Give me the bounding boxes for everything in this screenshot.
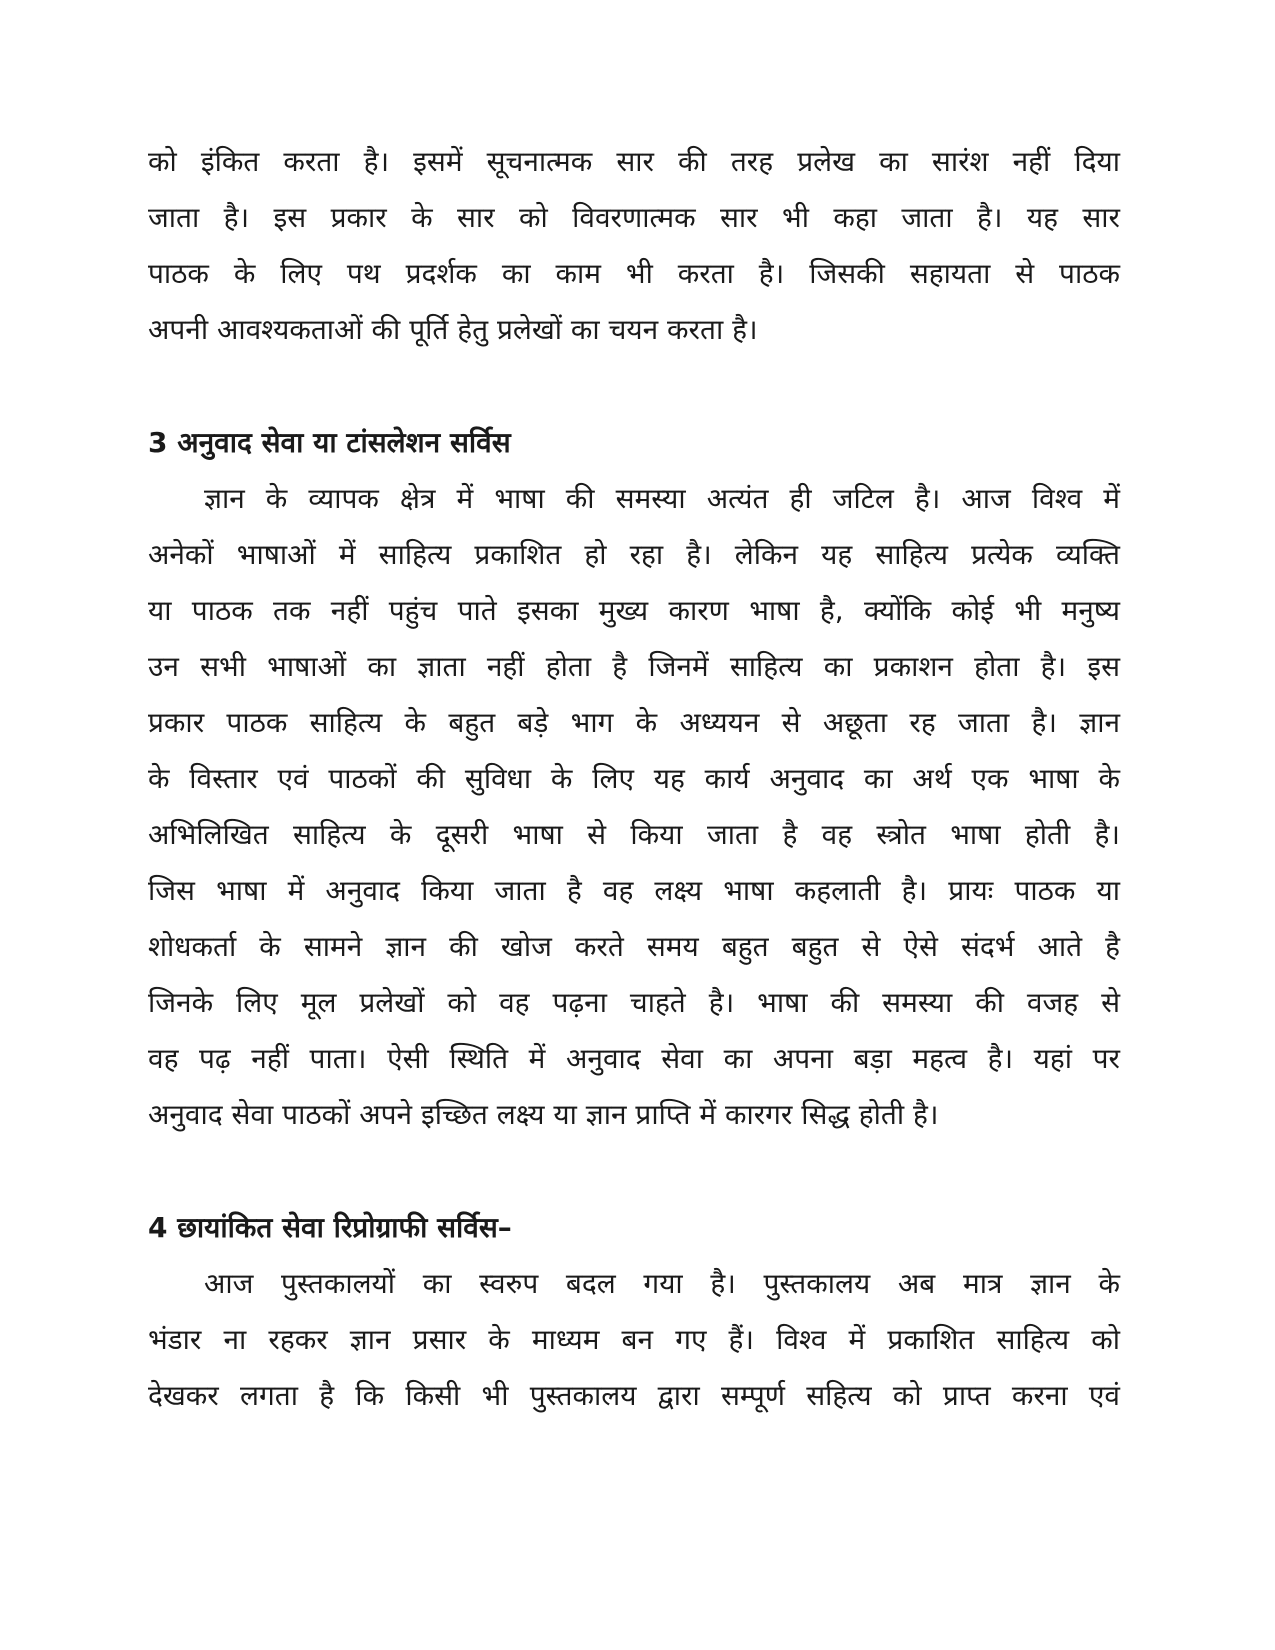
paragraph-line: जिस भाषा में अनुवाद किया जाता है वह लक्ष्य भाषा कहलाती है। प्रायः पाठक या — [148, 874, 1120, 907]
paragraph-line: जाता है। इस प्रकार के सार को विवरणात्मक सार भी कहा जाता है। यह सार — [148, 201, 1120, 234]
section-3-heading: 3 अनुवाद सेवा या टांसलेशन सर्विस — [148, 426, 511, 459]
paragraph-line: आज पुस्तकालयों का स्वरुप बदल गया है। पुस्तकालय अब मात्र ज्ञान के — [204, 1267, 1120, 1300]
paragraph-line: अनेकों भाषाओं में साहित्य प्रकाशित हो रहा है। लेकिन यह साहित्य प्रत्येक व्यक्ति — [148, 538, 1120, 571]
paragraph-line: भंडार ना रहकर ज्ञान प्रसार के माध्यम बन गए हैं। विश्व में प्रकाशित साहित्य को — [148, 1323, 1120, 1356]
paragraph-line: शोधकर्ता के सामने ज्ञान की खोज करते समय बहुत बहुत से ऐसे संदर्भ आते है — [148, 930, 1120, 963]
paragraph-line: जिनके लिए मूल प्रलेखों को वह पढ़ना चाहते है। भाषा की समस्या की वजह से — [148, 986, 1120, 1019]
paragraph-line: अपनी आवश्यकताओं की पूर्ति हेतु प्रलेखों का चयन करता है। — [148, 313, 758, 346]
section-4-heading: 4 छायांकित सेवा रिप्रोग्राफी सर्विस– — [148, 1211, 512, 1244]
paragraph-line: अभिलिखित साहित्य के दूसरी भाषा से किया जाता है वह स्त्रोत भाषा होती है। — [148, 818, 1120, 851]
paragraph-line: प्रकार पाठक साहित्य के बहुत बड़े भाग के अध्ययन से अछूता रह जाता है। ज्ञान — [148, 706, 1120, 739]
paragraph-line: वह पढ़ नहीं पाता। ऐसी स्थिति में अनुवाद सेवा का अपना बड़ा महत्व है। यहां पर — [148, 1042, 1120, 1075]
paragraph-line: देखकर लगता है कि किसी भी पुस्तकालय द्वारा सम्पूर्ण सहित्य को प्राप्त करना एवं — [148, 1379, 1120, 1412]
paragraph-line: उन सभी भाषाओं का ज्ञाता नहीं होता है जिनमें साहित्य का प्रकाशन होता है। इस — [148, 650, 1120, 683]
paragraph-line: पाठक के लिए पथ प्रदर्शक का काम भी करता है। जिसकी सहायता से पाठक — [148, 257, 1120, 290]
paragraph-line: अनुवाद सेवा पाठकों अपने इच्छित लक्ष्य या ज्ञान प्राप्ति में कारगर सिद्ध होती है। — [148, 1098, 939, 1131]
paragraph-line: ज्ञान के व्यापक क्षेत्र में भाषा की समस्या अत्यंत ही जटिल है। आज विश्व में — [204, 482, 1120, 515]
paragraph-line: के विस्तार एवं पाठकों की सुविधा के लिए यह कार्य अनुवाद का अर्थ एक भाषा के — [148, 762, 1120, 795]
paragraph-line: को इंकित करता है। इसमें सूचनात्मक सार की तरह प्रलेख का सारंश नहीं दिया — [148, 145, 1120, 178]
paragraph-line: या पाठक तक नहीं पहुंच पाते इसका मुख्य कारण भाषा है, क्योंकि कोई भी मनुष्य — [148, 594, 1120, 627]
